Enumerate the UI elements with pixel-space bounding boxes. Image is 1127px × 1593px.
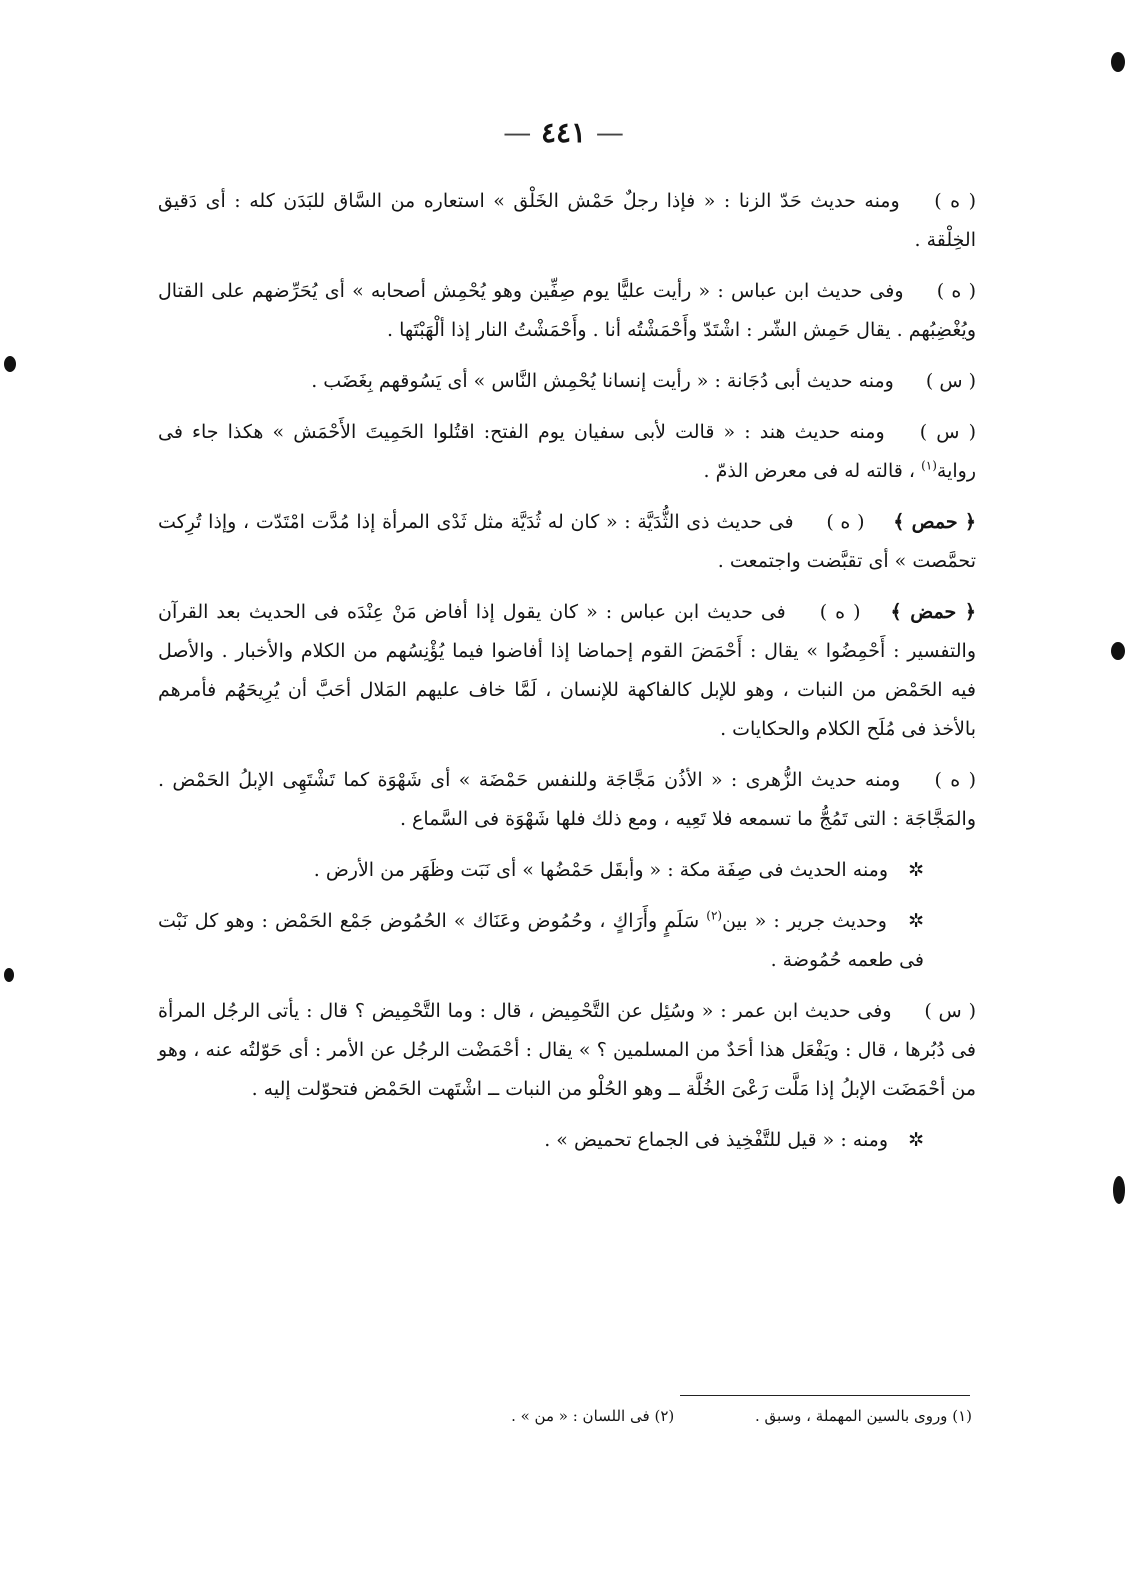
header-dash-left: — bbox=[503, 116, 532, 149]
source-marker: ( ه ) bbox=[934, 190, 976, 212]
paragraph-text: فى حديث ابن عباس : « كان يقول إذا أفاض مَنْ عِنْدَه فى الحديث بعد القرآن والتفسير : أَحْمِضُوا » يقال : أَحْمَضَ القوم إحماضا إذا أفاضوا فيما يُؤْنِسُهم من الكلام والأخبار . والأصل فيه الحَمْض من النبات ، وهو للإبل كالفاكهة للإنسان ، لَمَّا خاف عليهم المَلال أحَبَّ أن يُرِيحَهُم فأمرهم بالأخذ فى مُلَح الكلام والحكايات . bbox=[158, 601, 976, 740]
entry-headword: ﴿ حمص ﴾ bbox=[893, 511, 976, 533]
source-marker: ( ه ) bbox=[826, 511, 865, 533]
footnote-reference: (٢) bbox=[706, 908, 723, 923]
source-marker: ( ه ) bbox=[936, 280, 976, 302]
entry-headword: ﴿ حمض ﴾ bbox=[890, 601, 976, 623]
scan-edge-mark bbox=[4, 356, 16, 372]
paragraph-text: ومنه حديث حَدّ الزنا : « فإذا رجلٌ حَمْش الخَلْق » استعاره من السَّاق للبَدَن كله : أى دَقيق الخِلْقة . bbox=[158, 190, 976, 251]
paragraph-text: ومنه الحديث فى صِفَة مكة : « وأبقَل حَمْضُها » أى نَبَت وظَهَر من الأرض . bbox=[313, 859, 889, 881]
paragraph-text-continued: سَلَمٍ وأَرَاكٍ ، وحُمُوض وعَنَاك » الحُمُوض جَمْع الحَمْض : وهو كل نَبْت فى طعمه حُمُوضة . bbox=[158, 910, 924, 971]
header-dash-right: — bbox=[595, 116, 624, 149]
footnote-text: فى اللسان : « من » . bbox=[511, 1407, 650, 1425]
footnote-text: وروى بالسين المهملة ، وسبق . bbox=[755, 1407, 948, 1425]
paragraph-text: فى حديث ذى الثُّدَيَّة : « كان له ثُدَيَّة مثل ثَدْى المرأة إذا مُدَّت امْتَدّت ، وإذا تُرِكت تحمَّصت » أى تقبَّضت واجتمعت . bbox=[158, 511, 976, 572]
entry-paragraph bbox=[158, 362, 976, 401]
source-marker: ( ه ) bbox=[934, 769, 976, 791]
paragraph-text: وفى حديث ابن عمر : « وسُئِل عن التَّحْمِيض ، قال : وما التَّحْمِيض ؟ قال : يأتى الرجُل المرأة فى دُبُرها ، قال : ويَفْعَل هذا أحَدٌ من المسلمين ؟ » يقال : أحْمَضْت الرجُل عن الأمر : أى حَوّلتُه عنه ، وهو من أحْمَضَت الإبلُ إذا مَلَّت رَعْىَ الخُلَّة ــ وهو الحُلْو من النبات ــ اشْتَهت الحَمْض فتحوّلت إليه . bbox=[158, 1000, 976, 1100]
source-marker: ( ه ) bbox=[819, 601, 861, 623]
paragraph-text: ومنه حديث الزُّهرى : « الأذُن مَجَّاجَة وللنفس حَمْضَة » أى شَهْوَة كما تَشْتَهِى الإبلُ الحَمْض . والمَجَّاجَة : التى تَمُجُّ ما تسمعه فلا تَعِيه ، ومع ذلك فلها شَهْوَة فى السَّماع . bbox=[158, 769, 976, 830]
paragraph-text-continued: ، قالته له فى معرض الذمّ . bbox=[703, 460, 916, 482]
star-icon: ✲ bbox=[908, 910, 924, 932]
source-marker: ( س ) bbox=[919, 421, 976, 443]
footnote-label: (٢) bbox=[654, 1407, 675, 1425]
footnote-divider bbox=[680, 1395, 970, 1396]
scan-edge-mark bbox=[1111, 52, 1125, 72]
entry-paragraph bbox=[158, 851, 976, 890]
source-marker: ( س ) bbox=[924, 1000, 976, 1022]
footnote-label: (١) bbox=[952, 1407, 972, 1425]
footnote-item bbox=[755, 1404, 972, 1428]
scan-edge-mark bbox=[1111, 642, 1125, 660]
scan-edge-mark bbox=[4, 968, 14, 982]
page-number: ٤٤١ bbox=[540, 116, 587, 149]
entry-paragraph bbox=[158, 902, 976, 980]
paragraph-text: وفى حديث ابن عباس : « رأيت عليًّا يوم صِفِّين وهو يُحْمِش أصحابه » أى يُحَرِّضهم على القتال ويُغْضِبُهم . يقال حَمِش الشّر : اشْتَدّ وأَحْمَشْتُه أنا . وأَحْمَشْتُ النار إذا ألْهَبْتَها . bbox=[158, 280, 976, 341]
page-header bbox=[0, 116, 1127, 149]
page-body bbox=[158, 182, 976, 1172]
entry-paragraph bbox=[158, 761, 976, 839]
paragraph-text: ومنه : « قيل للتَّفْخِيذ فى الجماع تحميض » . bbox=[544, 1129, 889, 1151]
entry-paragraph bbox=[158, 1121, 976, 1160]
entry-paragraph bbox=[158, 182, 976, 260]
entry-paragraph bbox=[158, 593, 976, 749]
star-icon: ✲ bbox=[908, 1129, 924, 1151]
entry-paragraph bbox=[158, 272, 976, 350]
entry-paragraph bbox=[158, 503, 976, 581]
entry-paragraph bbox=[158, 413, 976, 491]
footnote-item bbox=[511, 1404, 674, 1428]
source-marker: ( س ) bbox=[925, 370, 976, 392]
paragraph-text: وحديث جرير : « بين bbox=[722, 910, 887, 932]
footnotes bbox=[400, 1404, 972, 1428]
footnote-reference: (١) bbox=[921, 458, 937, 473]
paragraph-text: ومنه حديث هند : « قالت لأبى سفيان يوم الفتح: اقتُلوا الحَمِيتَ الأَحْمَش » هكذا جاء فى رواية bbox=[158, 421, 976, 482]
paragraph-text: ومنه حديث أبى دُجَانة : « رأيت إنسانا يُحْمِش النَّاس » أى يَسُوقهم بِغَضَب . bbox=[311, 370, 894, 392]
star-icon: ✲ bbox=[908, 859, 924, 881]
scan-edge-mark bbox=[1113, 1176, 1125, 1204]
entry-paragraph bbox=[158, 992, 976, 1109]
